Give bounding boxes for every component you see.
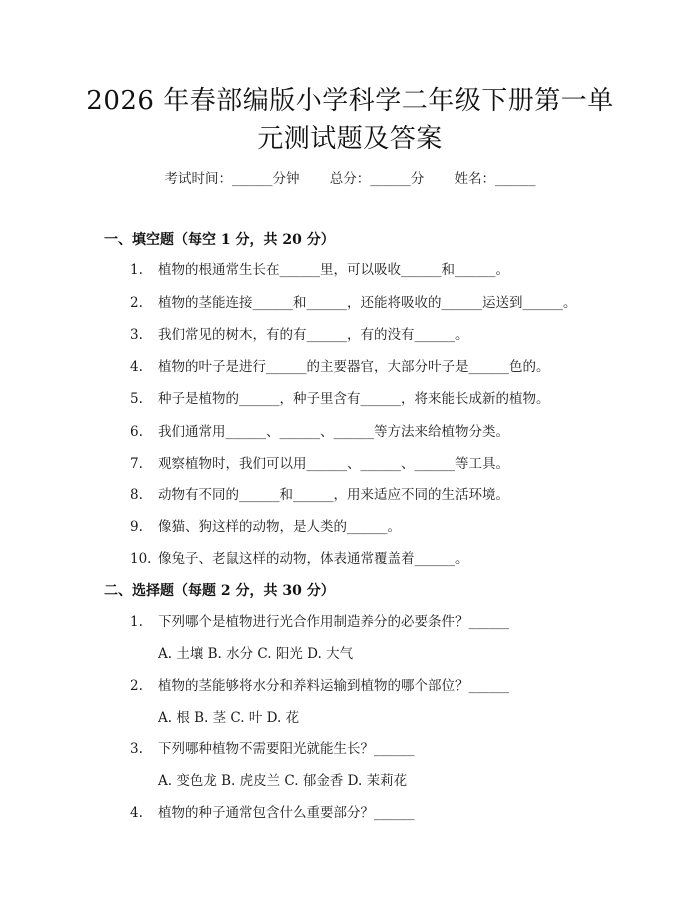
answer-options: A. 根 B. 茎 C. 叶 D. 花 [158, 710, 300, 726]
question-number: 7. [130, 456, 143, 472]
question-item [130, 740, 415, 758]
document-title-line1: 2026 年春部编版小学科学二年级下册第一单 [86, 86, 614, 116]
question-number: 10. [130, 551, 152, 567]
answer-options: A. 土壤 B. 水分 C. 阳光 D. 大气 [158, 646, 354, 662]
question-text: 下列哪种植物不需要阳光就能生长？______ [158, 741, 415, 757]
question-text: 像猫、狗这样的动物，是人类的______。 [158, 519, 401, 535]
question-text: 动物有不同的______和______，用来适应不同的生活环境。 [158, 487, 509, 503]
section-heading-multiple-choice: 二、选择题（每题 2 分，共 30 分） [104, 583, 335, 599]
question-number: 2. [130, 678, 143, 694]
question-item [130, 804, 415, 822]
question-text: 像兔子、老鼠这样的动物，体表通常覆盖着______。 [158, 551, 469, 567]
exam-score-field: 总分：______分 [329, 171, 425, 187]
question-number: 3. [130, 741, 143, 757]
question-item [130, 358, 550, 376]
question-number: 2. [130, 295, 143, 311]
question-text: 植物的叶子是进行______的主要器官，大部分叶子是______色的。 [158, 359, 550, 375]
question-number: 3. [130, 327, 143, 343]
question-item [130, 261, 509, 279]
question-item [130, 326, 469, 344]
question-text: 植物的茎能连接______和______，还能将吸收的______运送到______。 [158, 295, 577, 311]
question-text: 种子是植物的______，种子里含有______，将来能长成新的植物。 [158, 391, 550, 407]
question-text: 我们通常用______、______、______等方法来给植物分类。 [158, 424, 509, 440]
question-text: 植物的根通常生长在______里，可以吸收______和______。 [158, 262, 509, 278]
question-number: 1. [130, 262, 143, 278]
question-item [130, 677, 509, 695]
question-item [130, 423, 509, 441]
question-item [130, 550, 469, 568]
question-item [130, 390, 550, 408]
question-item [130, 455, 509, 473]
answer-options: A. 变色龙 B. 虎皮兰 C. 郁金香 D. 茉莉花 [158, 773, 408, 789]
question-item [130, 613, 509, 631]
question-item [130, 518, 401, 536]
question-number: 1. [130, 614, 143, 630]
question-text: 观察植物时，我们可以用______、______、______等工具。 [158, 456, 509, 472]
question-text: 植物的茎能够将水分和养料运输到植物的哪个部位？______ [158, 678, 509, 694]
question-number: 4. [130, 359, 143, 375]
question-item [130, 294, 577, 312]
student-name-field: 姓名：______ [454, 171, 536, 187]
question-number: 5. [130, 391, 143, 407]
section-heading-fill-blank: 一、填空题（每空 1 分，共 20 分） [104, 232, 335, 248]
question-text: 下列哪个是植物进行光合作用制造养分的必要条件？______ [158, 614, 509, 630]
question-number: 8. [130, 487, 143, 503]
exam-meta [0, 170, 700, 188]
document-title-line2: 元测试题及答案 [257, 124, 443, 154]
question-number: 9. [130, 519, 143, 535]
exam-time-field: 考试时间：______分钟 [164, 171, 300, 187]
question-text: 植物的种子通常包含什么重要部分？______ [158, 805, 415, 821]
question-number: 6. [130, 424, 143, 440]
question-text: 我们常见的树木，有的有______，有的没有______。 [158, 327, 469, 343]
question-number: 4. [130, 805, 143, 821]
question-item [130, 486, 509, 504]
